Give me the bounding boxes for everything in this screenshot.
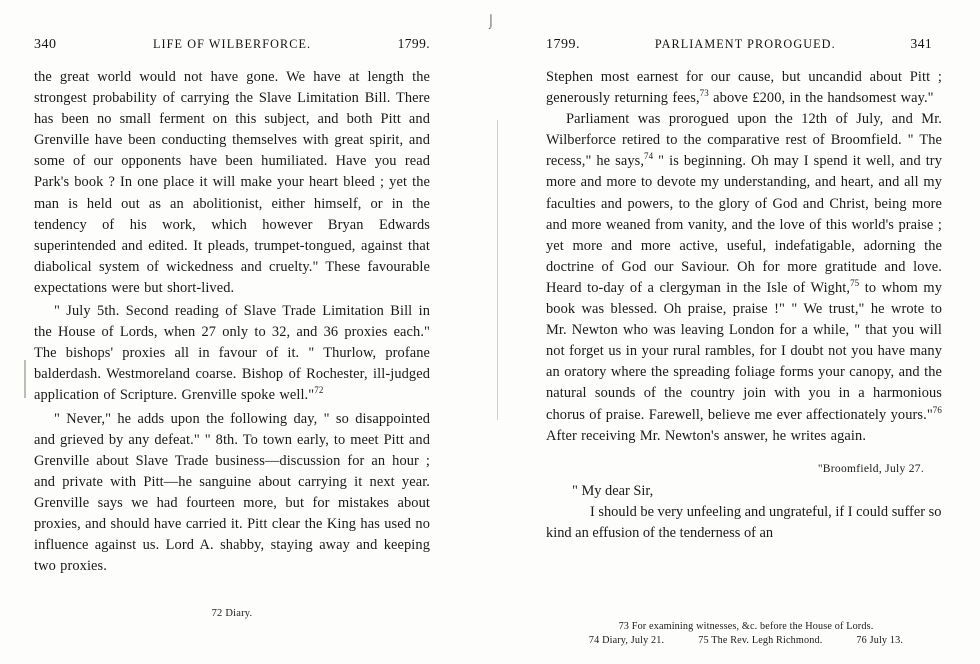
footnote-line: 76 July 13.: [856, 635, 904, 646]
gutter-binding-mark: ⌡: [487, 13, 495, 28]
page-edge-tick: [24, 360, 26, 398]
footnote-marker: 72: [314, 385, 324, 396]
paragraph-text: Stephen most earnest for our cause, but uncandid about Pitt ; generously returning fees,: [546, 69, 942, 107]
letter-body: I should be very unfeeling and ungrateful, if I could suffer so kind an effusion of the tenderness of an: [546, 503, 942, 541]
footnote-marker: 74: [644, 151, 654, 162]
left-footnote-area: [34, 608, 430, 619]
right-year: 1799.: [546, 37, 580, 52]
footnote-marker: 75: [850, 278, 860, 289]
footnote-line: 74 Diary, July 21.: [588, 635, 665, 646]
right-body-text: [546, 67, 942, 447]
right-footnote-area: [546, 620, 946, 648]
right-page: [546, 36, 942, 544]
left-page: [34, 36, 430, 577]
left-running-title: LIFE OF WILBERFORCE.: [152, 37, 312, 51]
left-body-text: [34, 67, 430, 577]
paragraph: " Never," he adds upon the following day, " so disappointed and grieved by any defeat." " 8th. To town early, to meet Pitt and Grenville about Slave Trade business—discussion for an hour ; and private with Pitt—he sanguine about carrying it next year. Grenville says we had fourteen more, but for mistakes about proxies, and should have carried it. Pitt clear the King has used no influence against us. Lord A. shabby, staying away and keeping two proxies.: [34, 410, 430, 575]
paragraph: the great world would not have gone. We have at length the strongest probability of carrying the Slave Limitation Bill. There has been no small ferment on this subject, and both Pitt and Grenville have been conducting themselves with great spirit, and some of our opponents have been humiliated. Have you read Park's book ? In one place it will make your heart bleed ; yet the man is held out as an abolitionist, either himself, or in the tendency of his work, which however Bryan Edwards superintended and edited. It pleads, trumpet-tongued, against that diabolical system of wickedness and cruelty." These favourable expectations were but short-lived.: [34, 69, 430, 296]
paragraph-text: above £200, in the handsomest way.": [708, 90, 934, 107]
paragraph-text: Parliament was prorogued upon the 12th of July, and Mr. Wilberforce retired to the comparative rest of Broomfield. " The recess," he says,: [546, 111, 942, 170]
left-folio-number: 340: [34, 37, 57, 52]
paragraph: [34, 301, 430, 406]
paragraph-text: After receiving Mr. Newton's answer, he writes again.: [546, 427, 867, 444]
paragraph-text: " is beginning. Oh may I spend it well, and try more and more to devote my understanding, and heart, and all my faculties and powers, to the glory of God and Christ, being more and more weaned from vanity, and the love of this world's praise ; yet more and more active, useful, indefatigable, adorning the doctrine of God our Saviour. Oh for more gratitude and love. Heard to-day of a clergyman in the Isle of Wight,: [546, 153, 942, 296]
letter-dateline: "Broomfield, July 27.: [817, 462, 924, 475]
right-running-head: [546, 36, 942, 53]
paragraph-text: " July 5th. Second reading of Slave Trade Limitation Bill in the House of Lords, when 27 only to 32, and 36 proxies each." The bishops' proxies all in favour of it. " Thurlow, profane balderdash. Westmoreland coarse. Bishop of Rochester, ill-judged application of Scripture. Grenville spoke well.": [34, 303, 430, 404]
left-running-head: [34, 36, 430, 53]
footnote-line: 75 The Rev. Legh Richmond.: [698, 635, 823, 646]
footnote-marker: 73: [699, 88, 709, 99]
right-folio-number: 341: [910, 36, 932, 51]
gutter-rule: [497, 120, 498, 420]
right-running-title: PARLIAMENT PROROGUED.: [654, 37, 836, 51]
letter-salutation: " My dear Sir,: [572, 482, 654, 499]
footnote-marker: 76: [932, 404, 942, 415]
footnote-line: 72 Diary.: [211, 608, 253, 619]
paragraph: [546, 109, 942, 447]
paragraph: [546, 67, 942, 109]
footnote-line-group: [546, 634, 946, 648]
left-year: 1799.: [397, 36, 430, 51]
footnote-line: 73 For examining witnesses, &c. before the House of Lords.: [618, 621, 874, 632]
paragraph-text: to whom my book was blessed. Oh praise, praise !" " We trust," he wrote to Mr. Newton who was leaving London for a while, " that you will not forget us in your rural rambles, for I doubt not you have many an oratory where the spreading foliage forms your canopy, and the natural sounds of the country join with you in a harmonious chorus of praise. Farewell, believe me ever affectionately yours.": [546, 279, 942, 423]
